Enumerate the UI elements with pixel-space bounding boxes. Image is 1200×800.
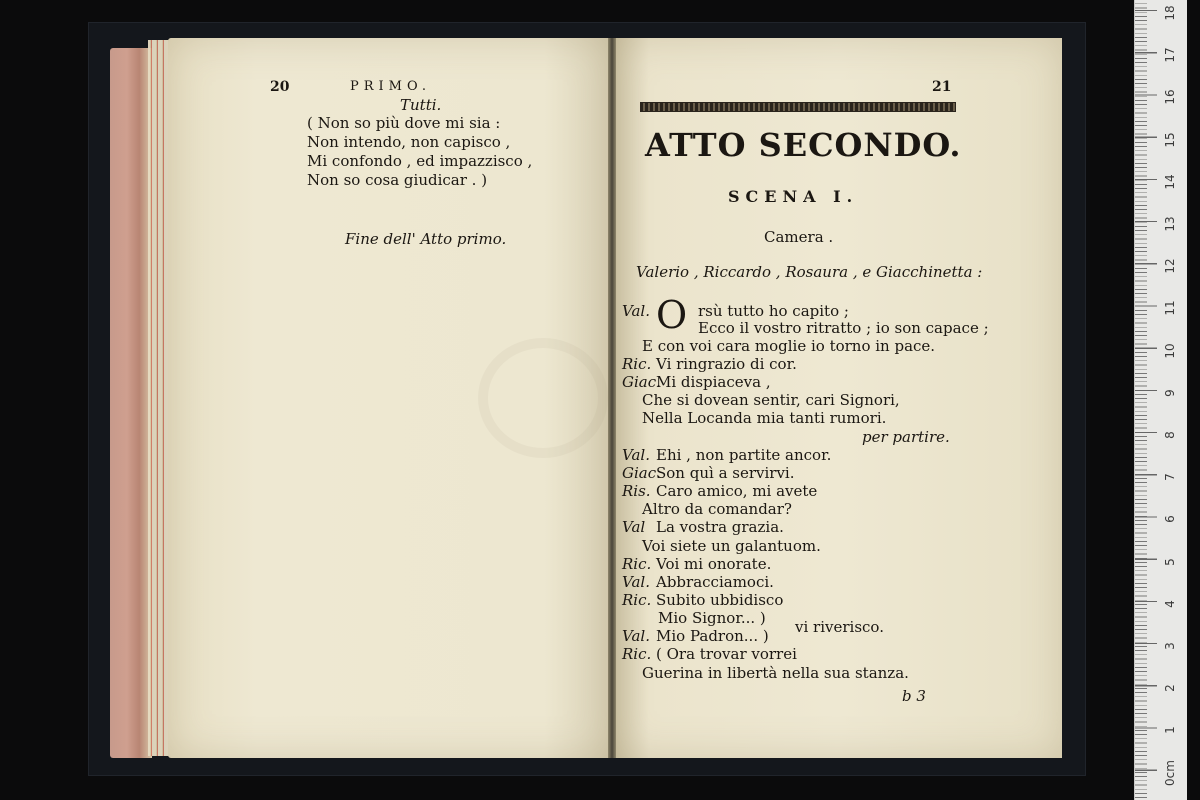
ruler-number: 18 — [1163, 5, 1177, 21]
dialogue-line: Ric. Voi mi onorate. — [622, 555, 772, 573]
ruler-number: 2 — [1163, 684, 1177, 693]
ruler-number: 15 — [1163, 131, 1177, 148]
characters-list: Valerio , Riccardo , Rosaura , e Giacchinetta : — [636, 263, 983, 281]
ruler-number: 16 — [1163, 89, 1177, 106]
dialogue-line: Val. — [622, 302, 650, 320]
dialogue-line: Ric. Subito ubbidisco — [622, 591, 784, 609]
dialogue-line: Val. Abbracciamoci. — [622, 573, 774, 591]
dialogue-line: Giac.Son quì a servirvi. — [622, 464, 795, 482]
dialogue-text: Voi siete un galantuom. — [642, 537, 821, 555]
scene-heading: SCENA I. — [728, 187, 859, 206]
ruler-number: 6 — [1163, 515, 1177, 524]
dialogue-line: Giac.Mi dispiaceva , — [622, 373, 771, 391]
running-head: PRIMO. — [350, 79, 432, 94]
drop-cap: O — [656, 293, 688, 337]
book-gutter — [608, 38, 616, 758]
ruler-number: 13 — [1163, 216, 1177, 232]
dialogue-line: Val La vostra grazia. — [622, 518, 784, 536]
verse-line: Non intendo, non capisco , — [307, 133, 511, 151]
dialogue-text: rsù tutto ho capito ; — [698, 302, 849, 320]
dialogue-text: Ecco il vostro ritratto ; io son capace ; — [698, 319, 989, 337]
speaker-tutti: Tutti. — [400, 96, 442, 114]
dialogue-text: Altro da comandar? — [642, 500, 792, 518]
act-title: ATTO SECONDO. — [645, 126, 962, 164]
ruler-number: 0cm — [1163, 759, 1177, 786]
measuring-ruler — [1134, 0, 1187, 800]
ruler-number: 7 — [1163, 473, 1177, 482]
dialogue-line: Val. Ehi , non partite ancor. — [622, 446, 832, 464]
dialogue-line: Ris. Caro amico, mi avete — [622, 482, 818, 500]
left-page-number: 20 — [270, 79, 290, 95]
ruler-number: 10 — [1163, 342, 1177, 359]
ruler-number: 4 — [1163, 599, 1177, 608]
dialogue-text: Nella Locanda mia tanti rumori. — [642, 409, 887, 427]
ruler-number: 8 — [1163, 431, 1177, 439]
ruler-number: 14 — [1163, 174, 1177, 190]
dialogue-line: Val. Mio Padron... ) — [622, 627, 769, 645]
decorative-rule — [640, 102, 956, 112]
dialogue-line: Ric. Vi ringrazio di cor. — [622, 355, 797, 373]
ruler-number: 12 — [1163, 258, 1177, 274]
setting: Camera . — [764, 228, 834, 246]
verse-line: ( Non so più dove mi sia : — [307, 114, 501, 132]
dialogue-text: Mio Signor... ) — [658, 609, 766, 627]
printer-signature: b 3 — [902, 687, 926, 705]
ruler-number: 9 — [1163, 388, 1177, 397]
ruler-number: 5 — [1163, 557, 1177, 566]
dialogue-text: Guerina in libertà nella sua stanza. — [642, 664, 909, 682]
show-through-stain — [478, 338, 608, 458]
dialogue-text: Che si dovean sentir, cari Signori, — [642, 391, 900, 409]
verse-line: Non so cosa giudicar . ) — [307, 171, 488, 189]
brace-note: vi riverisco. — [795, 618, 884, 636]
end-of-act-note: Fine dell' Atto primo. — [345, 230, 507, 248]
right-page-number: 21 — [932, 79, 952, 95]
dialogue-line: Ric. ( Ora trovar vorrei — [622, 645, 797, 663]
book-cover-edge — [110, 48, 152, 758]
dialogue-text: E con voi cara moglie io torno in pace. — [642, 337, 936, 355]
ruler-number: 17 — [1163, 47, 1177, 63]
ruler-number: 3 — [1163, 642, 1177, 650]
ruler-number: 1 — [1163, 726, 1177, 735]
stage-direction: per partire. — [862, 428, 950, 446]
ruler-major-ticks — [1135, 10, 1157, 800]
ruler-number: 11 — [1163, 300, 1177, 317]
verse-line: Mi confondo , ed impazzisco , — [307, 152, 533, 170]
